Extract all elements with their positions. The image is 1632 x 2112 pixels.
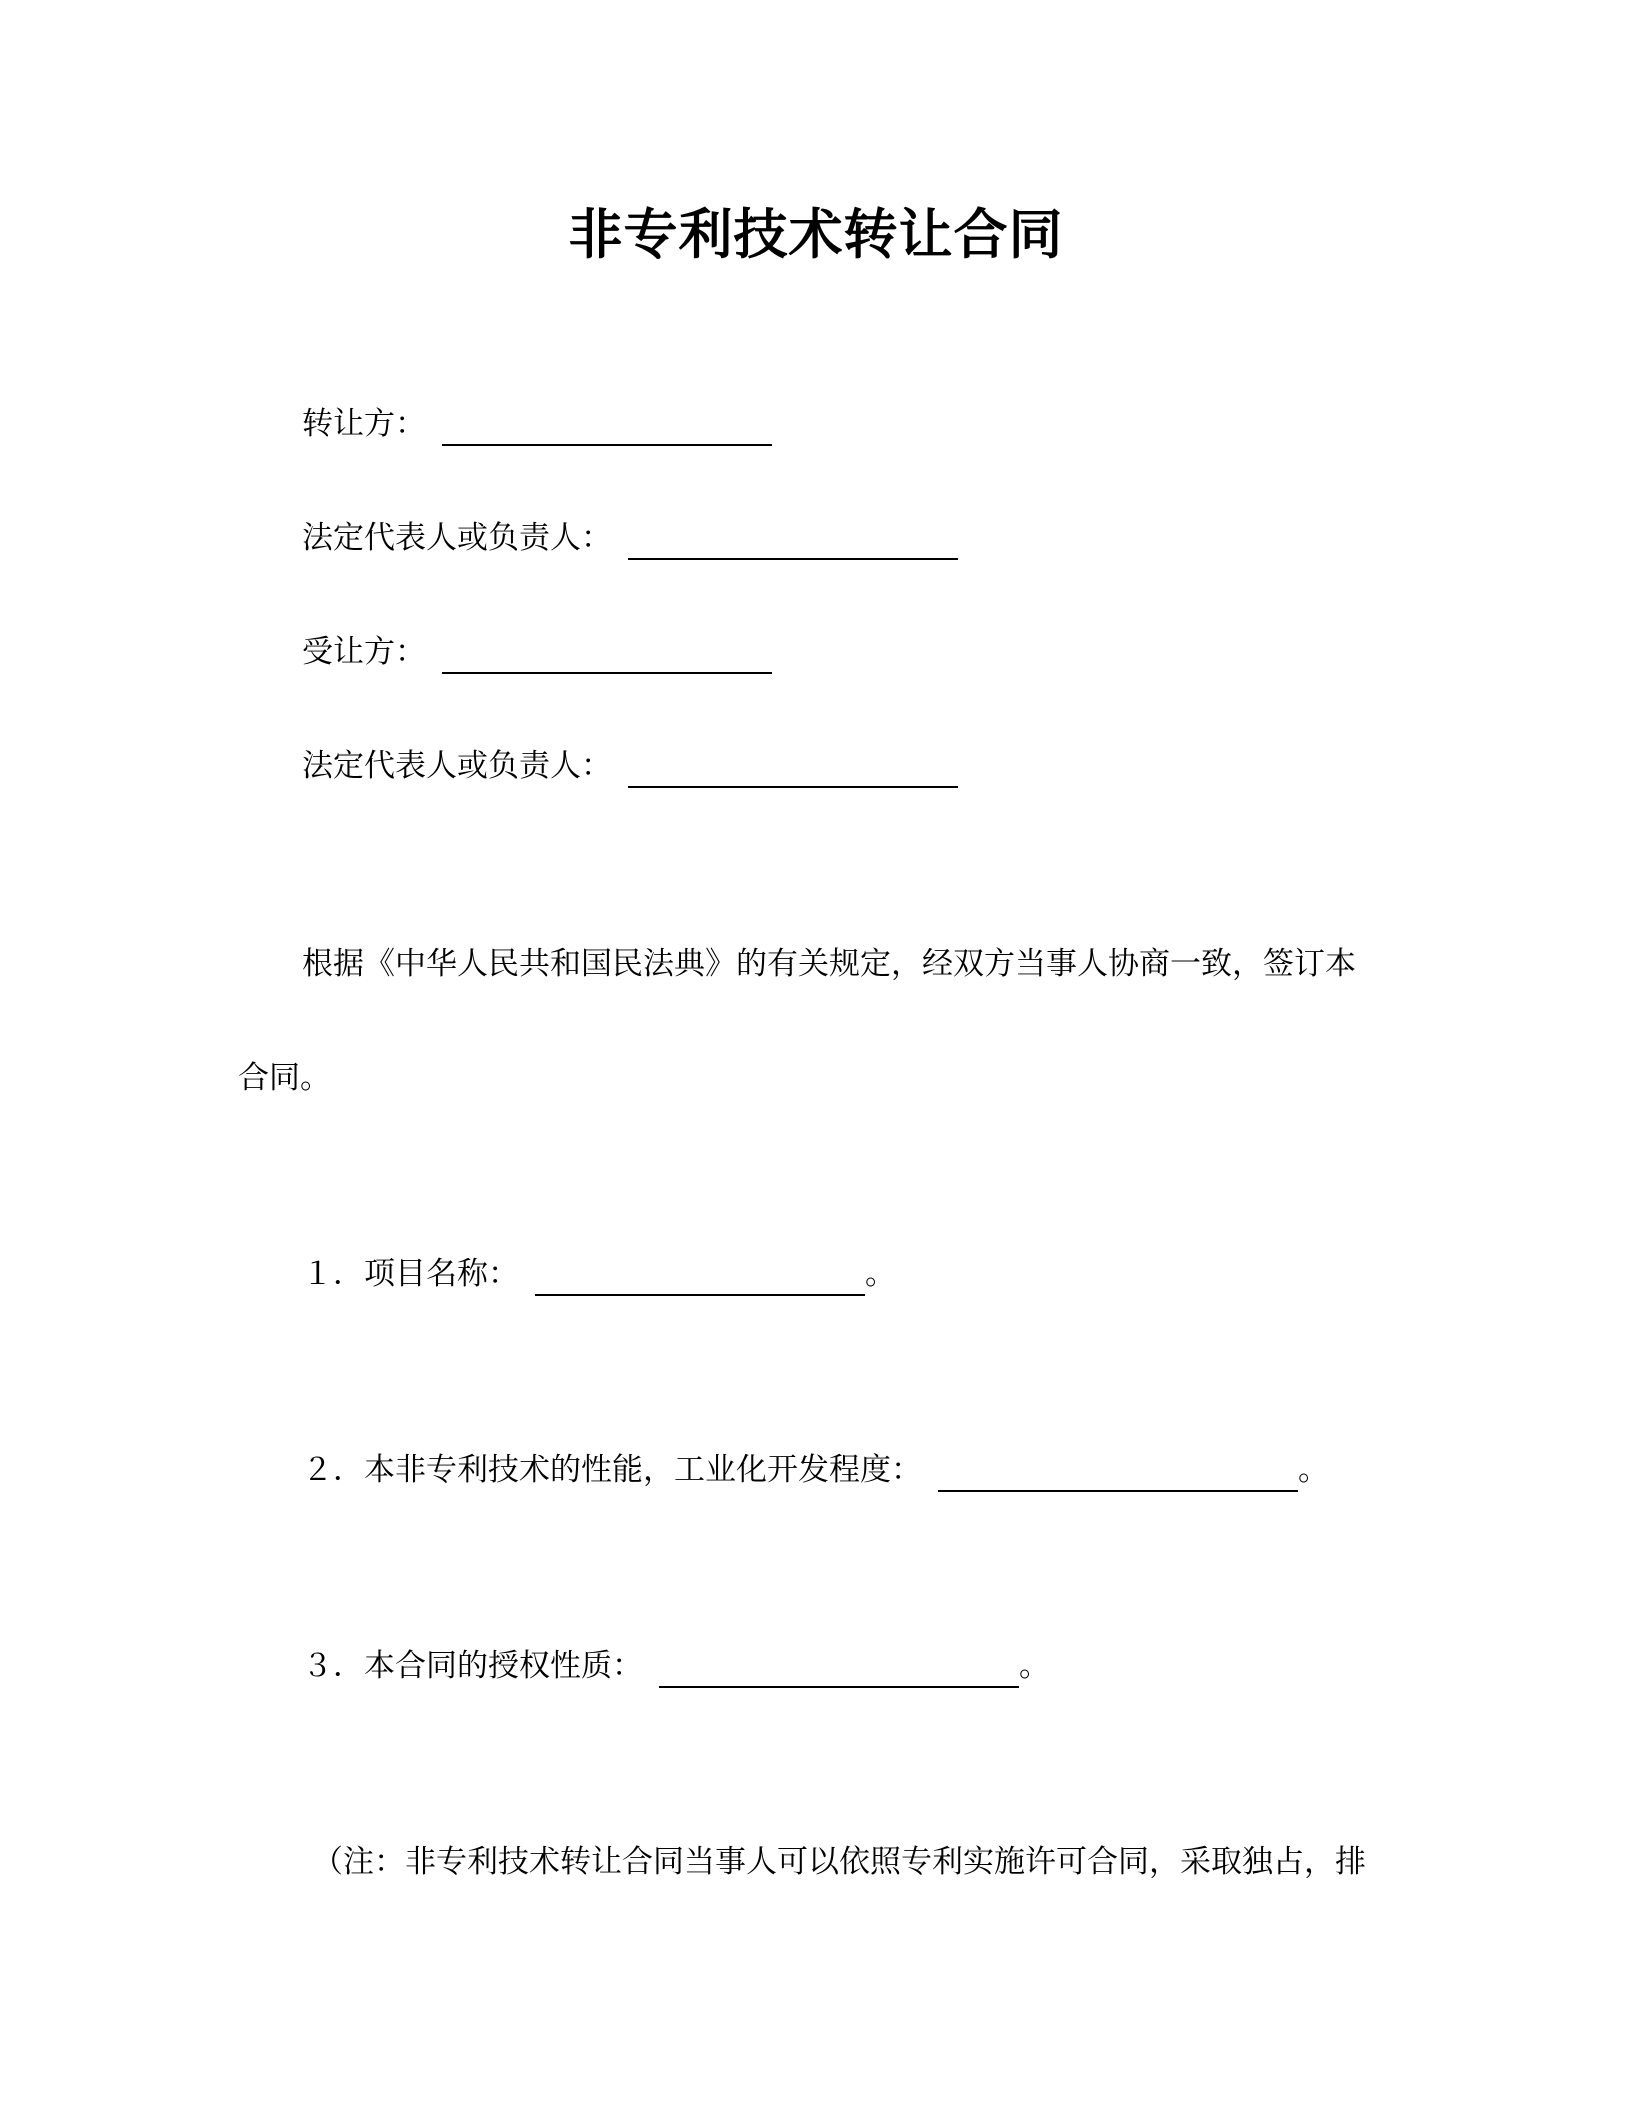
clause-3-end: 。	[1019, 1648, 1050, 1684]
preamble-line-2: 合同。	[238, 1060, 331, 1096]
transferor-row	[302, 402, 772, 446]
transferor-blank-field[interactable]	[442, 404, 772, 446]
transferor-rep-label: 法定代表人或负责人：	[302, 520, 612, 556]
transferee-rep-blank-field[interactable]	[628, 746, 958, 788]
clause-2-end: 。	[1298, 1452, 1329, 1488]
transferee-label: 受让方：	[302, 634, 426, 670]
authorization-nature-blank-field[interactable]	[659, 1646, 1019, 1688]
transferee-rep-row	[302, 744, 958, 788]
clause-1-label: １．项目名称：	[302, 1256, 519, 1292]
preamble-line-1: 根据《中华人民共和国民法典》的有关规定，经双方当事人协商一致，签订本	[302, 946, 1356, 982]
page-title: 非专利技术转让合同	[568, 203, 1064, 266]
clause-2-label: ２．本非专利技术的性能，工业化开发程度：	[302, 1452, 922, 1488]
transferee-row	[302, 630, 772, 674]
transferee-blank-field[interactable]	[442, 632, 772, 674]
note-line-1: （注：非专利技术转让合同当事人可以依照专利实施许可合同，采取独占，排	[312, 1844, 1366, 1880]
clause-3-label: ３．本合同的授权性质：	[302, 1648, 643, 1684]
clause-1-row	[302, 1252, 896, 1296]
transferor-rep-row	[302, 516, 958, 560]
transferor-label: 转让方：	[302, 406, 426, 442]
project-name-blank-field[interactable]	[535, 1254, 865, 1296]
clause-3-row	[302, 1644, 1050, 1688]
clause-1-end: 。	[865, 1256, 896, 1292]
transferee-rep-label: 法定代表人或负责人：	[302, 748, 612, 784]
development-level-blank-field[interactable]	[938, 1450, 1298, 1492]
transferor-rep-blank-field[interactable]	[628, 518, 958, 560]
clause-2-row	[302, 1448, 1329, 1492]
